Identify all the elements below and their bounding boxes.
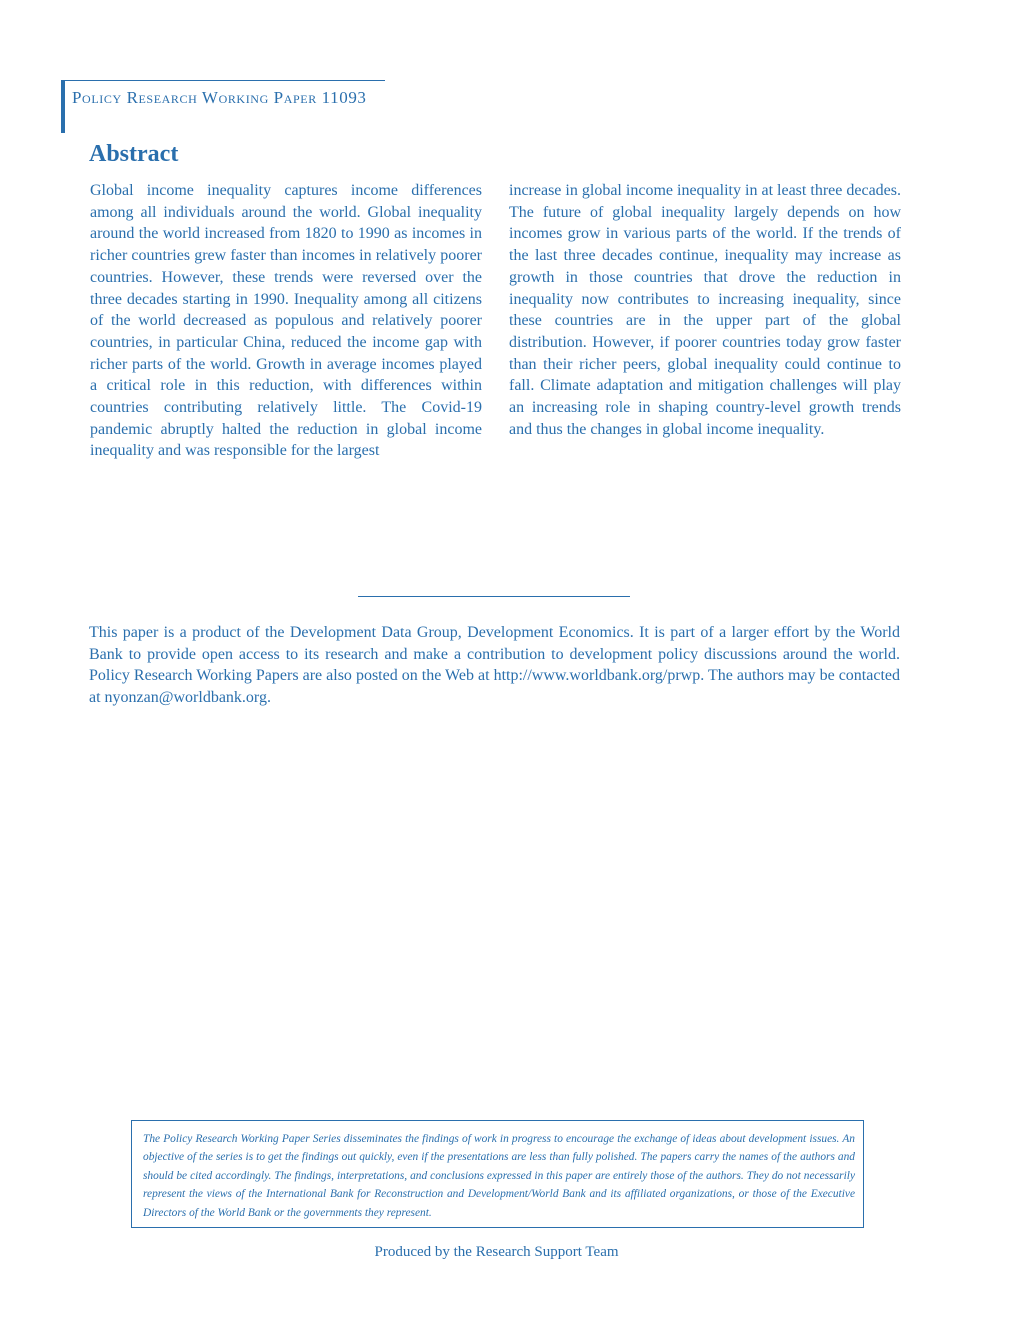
series-header-accent-bar: [61, 81, 65, 133]
disclaimer-text: The Policy Research Working Paper Series disseminates the findings of work in progress to encourage the exchange of ideas about development issues. An objective of the series is to get the findings out quickly, even if the presentations are less than fully polished. The papers carry the names of the authors and should be cited accordingly. The findings, interpretations, and conclusions expressed in this paper are entirely those of the authors. They do not necessarily represent the views of the International Bank for Reconstruction and Development/World Bank and its affiliated organizations, or those of the Executive Directors of the World Bank or the governments they represent.: [143, 1133, 855, 1219]
section-divider: [358, 596, 630, 597]
abstract-column-right: increase in global income inequality in at least three decades. The future of global inequality largely depends on how incomes grow in various parts of the world. If the trends of the last three decades continue, inequality may increase as growth in those countries that drove the reduction in inequality now contributes to increasing inequality, since these countries are in the upper part of the global distribution. However, if poorer countries today grow faster than their richer peers, global inequality could continue to fall. Climate adaptation and mitigation challenges will play an increasing role in shaping country-level growth trends and thus the changes in global income inequality.: [509, 182, 901, 438]
series-header: [61, 80, 385, 133]
produced-by: Produced by the Research Support Team: [374, 1244, 619, 1260]
abstract-heading: Abstract: [89, 141, 179, 167]
series-label: Policy Research Working Paper 11093: [72, 88, 367, 107]
disclaimer-box: [131, 1120, 864, 1228]
abstract-column-left: Global income inequality captures income differences among all individuals around the world. Global inequality around the world increased from 1820 to 1990 as incomes in richer countries grew faster than incomes in relatively poorer countries. However, these trends were reversed over the three decades starting in 1990. Inequality among all citizens of the world decreased as populous and relatively poorer countries, in particular China, reduced the income gap with richer parts of the world. Growth in average incomes played a critical role in this reduction, with differences within countries contributing relatively little. The Covid-19 pandemic abruptly halted the reduction in global income inequality and was responsible for the largest: [90, 182, 482, 460]
product-note: This paper is a product of the Development Data Group, Development Economics. It is part of a larger effort by the World Bank to provide open access to its research and make a contribution to development policy discussions around the world. Policy Research Working Papers are also posted on the Web at http://www.worldbank.org/prwp. The authors may be contacted at nyonzan@worldbank.org.: [89, 624, 900, 707]
